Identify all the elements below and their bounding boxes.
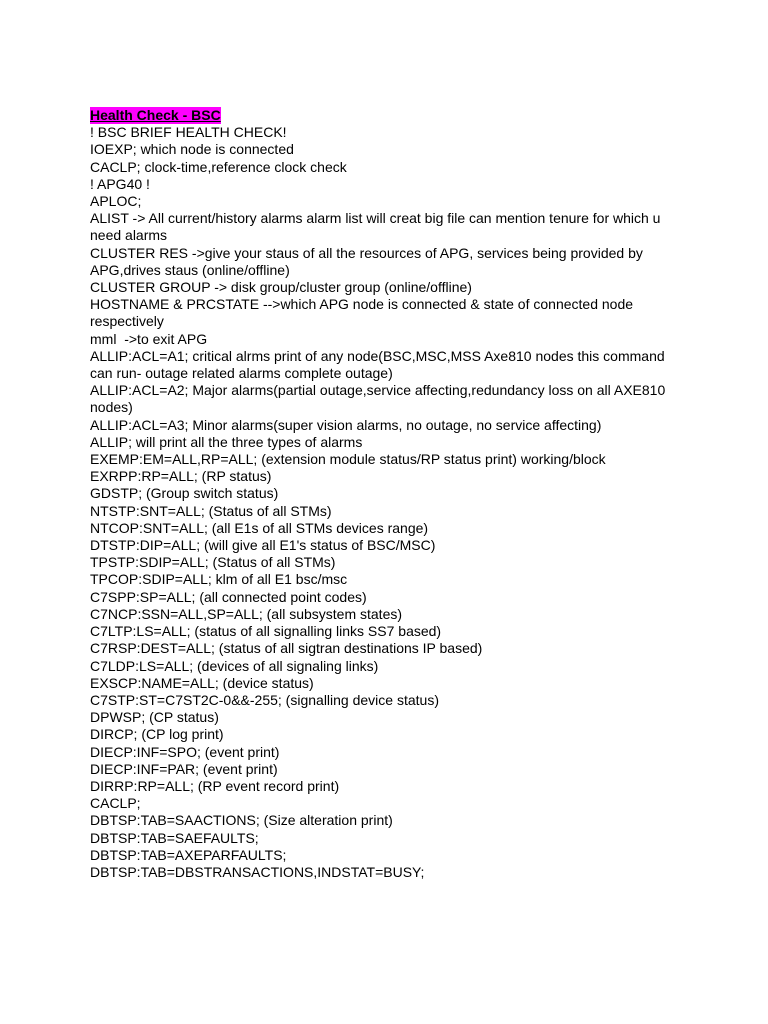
command-line: DIECP:INF=SPO; (event print) [90,743,280,760]
command-line: C7SPP:SP=ALL; (all connected point codes) [90,588,367,605]
command-line: APLOC; [90,193,142,210]
command-line: CLUSTER GROUP -> disk group/cluster group (online/offline) [90,279,472,296]
document-title: Health Check - BSC [90,107,221,123]
command-line: HOSTNAME & PRCSTATE -->which APG node is connected & state of connected node respectively [90,296,637,330]
command-line: DTSTP:DIP=ALL; (will give all E1's status of BSC/MSC) [90,537,436,554]
command-line: NTCOP:SNT=ALL; (all E1s of all STMs devices range) [90,519,429,536]
command-line: ALLIP:ACL=A3; Minor alarms(super vision alarms, no outage, no service affecting) [90,416,602,433]
command-line: EXEMP:EM=ALL,RP=ALL; (extension module status/RP status print) working/block [90,451,606,468]
command-line: ! BSC BRIEF HEALTH CHECK! [90,124,287,141]
command-line: EXRPP:RP=ALL; (RP status) [90,468,272,485]
command-line: CLUSTER RES ->give your staus of all the resources of APG, services being provided by APG,drives staus (online/offline) [90,244,646,278]
document-body [90,107,690,881]
command-line: DIRCP; (CP log print) [90,726,224,743]
command-line: ALLIP:ACL=A1; critical alrms print of any node(BSC,MSC,MSS Axe810 nodes this command can run- outage related alarms complete outage) [90,347,669,382]
command-line: DBTSP:TAB=SAACTIONS; (Size alteration print) [90,812,393,829]
command-line: DBTSP:TAB=DBSTRANSACTIONS,INDSTAT=BUSY; [90,863,425,880]
command-line: IOEXP; which node is connected [90,141,294,158]
command-line: DBTSP:TAB=SAEFAULTS; [90,829,259,846]
command-line: C7LTP:LS=ALL; (status of all signalling links SS7 based) [90,623,442,640]
command-line: DIRRP:RP=ALL; (RP event record print) [90,777,340,794]
command-line: NTSTP:SNT=ALL; (Status of all STMs) [90,502,332,519]
command-line: CACLP; clock-time,reference clock check [90,158,347,175]
command-line: TPSTP:SDIP=ALL; (Status of all STMs) [90,554,336,571]
command-line: C7NCP:SSN=ALL,SP=ALL; (all subsystem states) [90,605,403,622]
command-list [90,124,690,881]
command-line: DBTSP:TAB=AXEPARFAULTS; [90,846,287,863]
command-line: CACLP; [90,795,141,812]
command-line: ALIST -> All current/history alarms alarm list will creat big file can mention tenure for which u need alarms [90,210,665,244]
command-line: C7LDP:LS=ALL; (devices of all signaling links) [90,657,379,674]
command-line: ALLIP; will print all the three types of alarms [90,433,363,450]
command-line: mml ->to exit APG [90,330,208,347]
command-line: DPWSP; (CP status) [90,709,219,726]
command-line: ! APG40 ! [90,175,150,192]
command-line: EXSCP:NAME=ALL; (device status) [90,674,314,691]
command-line: C7RSP:DEST=ALL; (status of all sigtran destinations IP based) [90,640,483,657]
command-line: ALLIP:ACL=A2; Major alarms(partial outage,service affecting,redundancy loss on all AXE810 nodes) [90,382,670,416]
command-line: GDSTP; (Group switch status) [90,485,279,502]
command-line: C7STP:ST=C7ST2C-0&&-255; (signalling device status) [90,691,439,708]
title-row [90,107,690,124]
command-line: TPCOP:SDIP=ALL; klm of all E1 bsc/msc [90,571,348,588]
command-line: DIECP:INF=PAR; (event print) [90,760,278,777]
